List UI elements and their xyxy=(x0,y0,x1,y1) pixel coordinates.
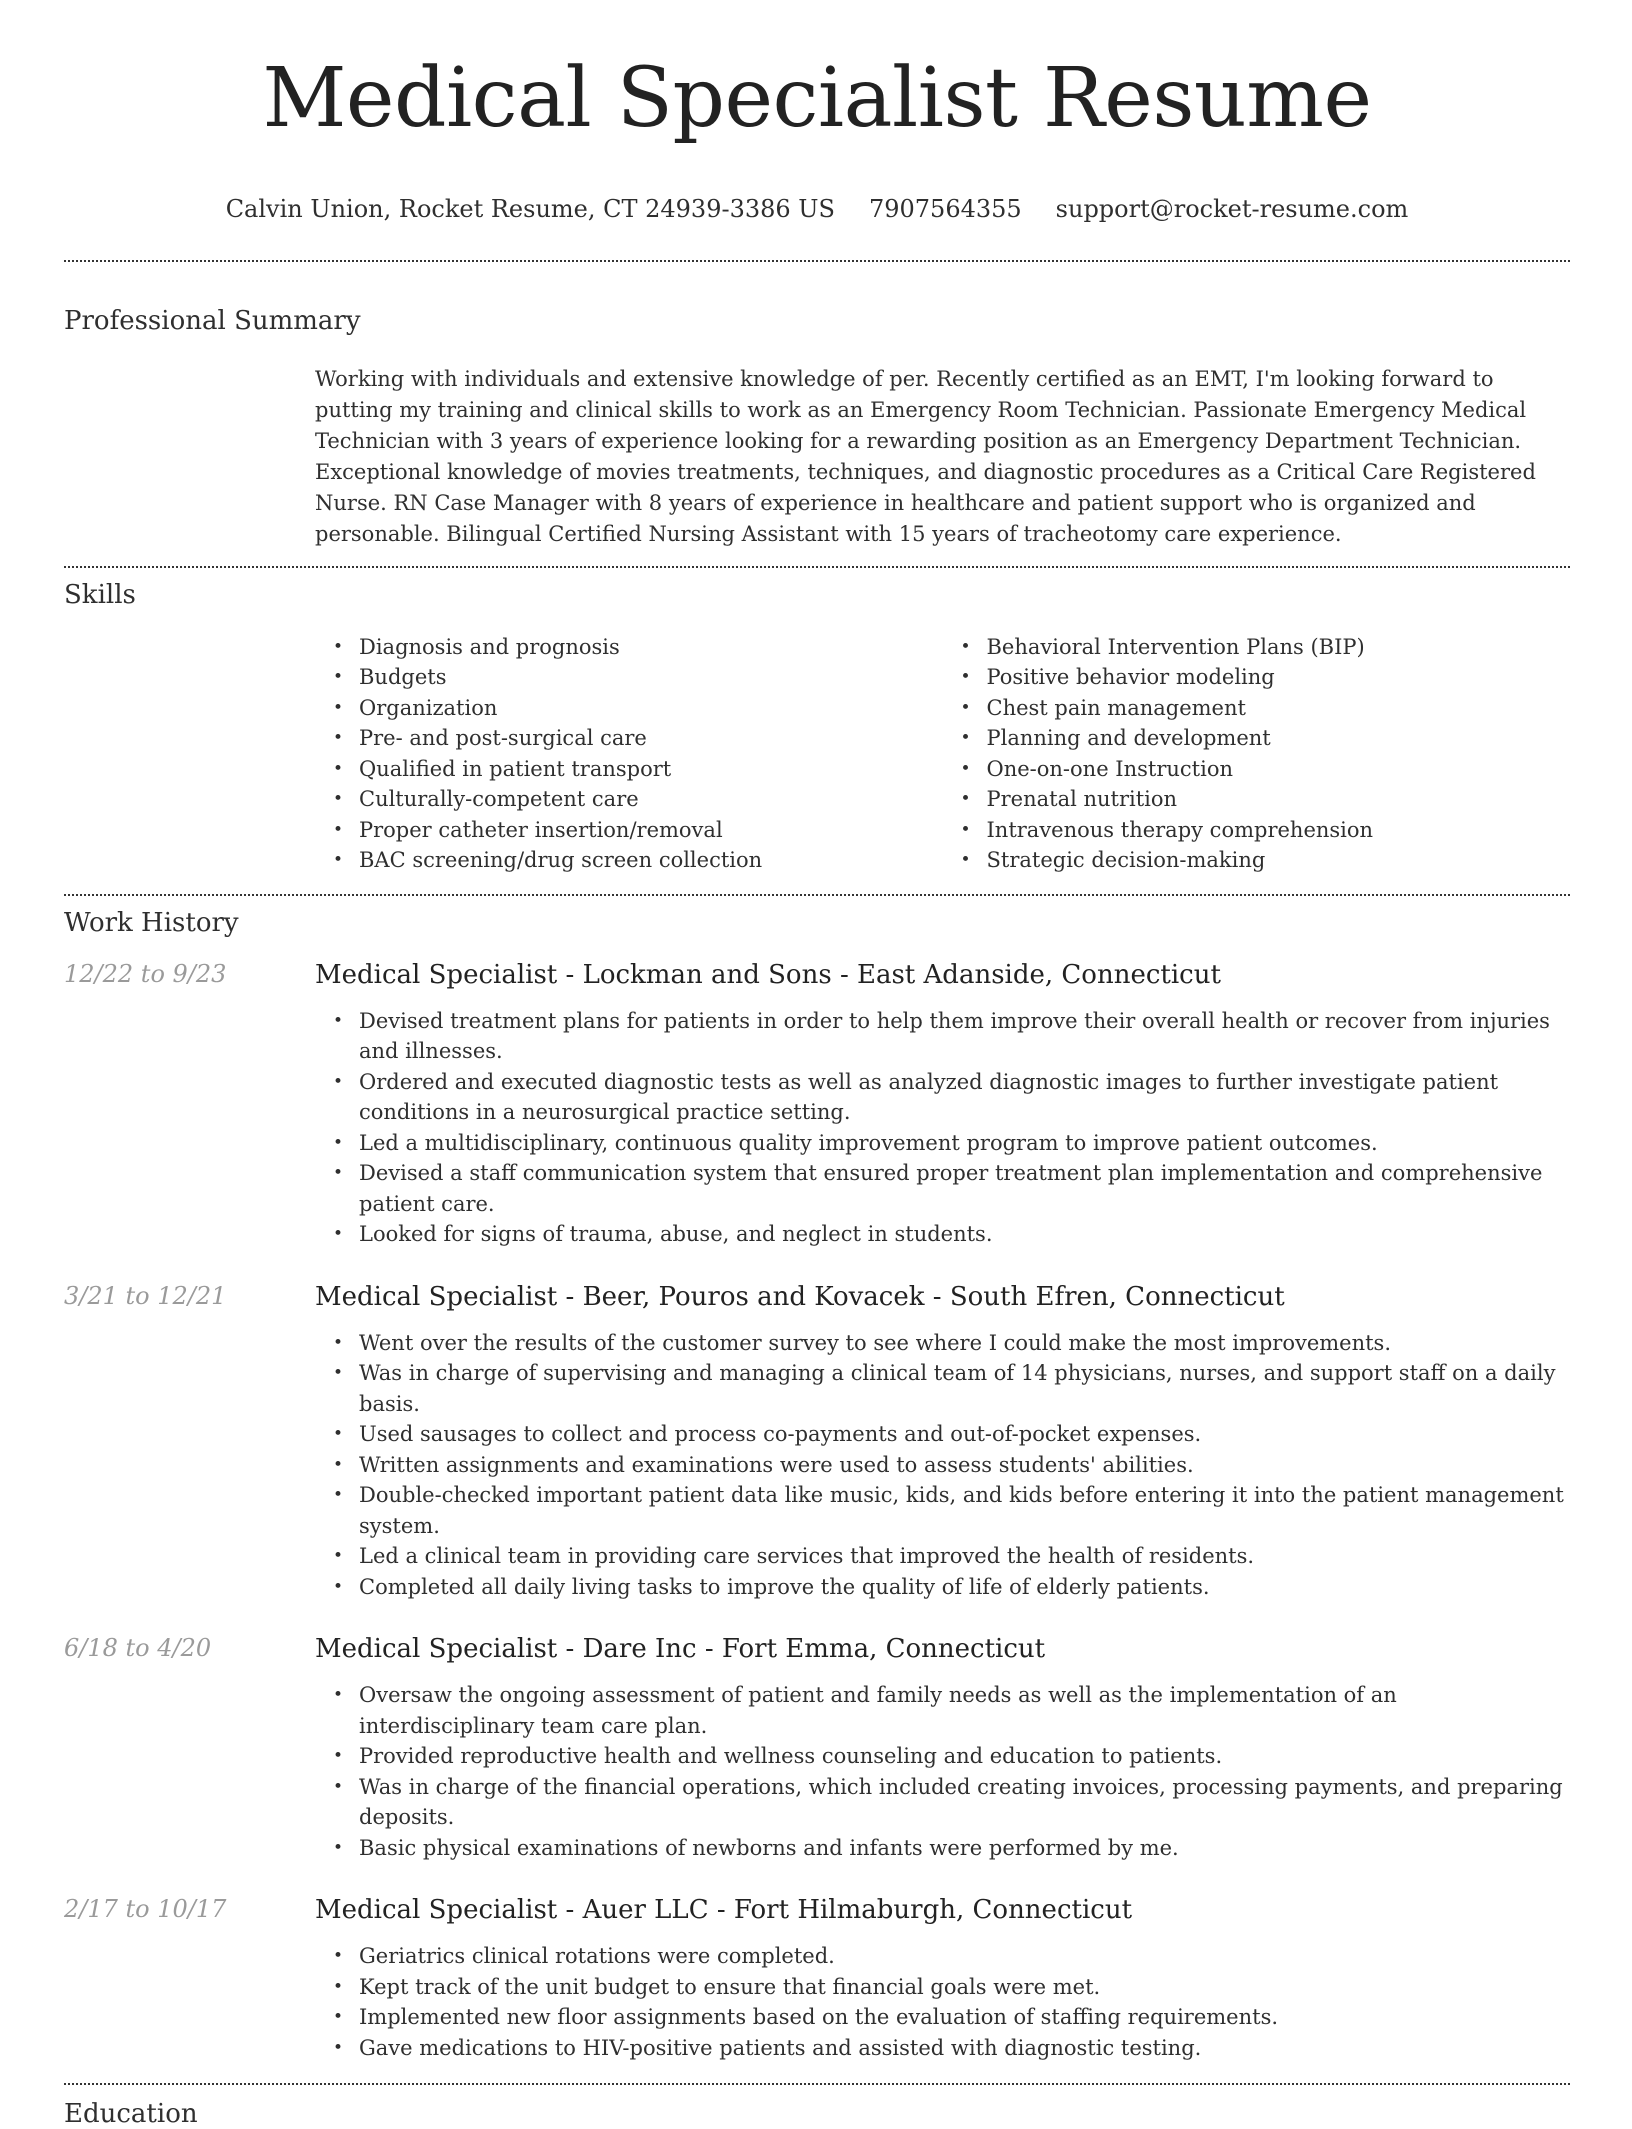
summary-text: Working with individuals and extensive knowledge of per. Recently certified as an EMT, I'm looking forward to putting my training and clinical skills to work as an Emergency Room Technician. Passionate Emergency Medical Technician with 3 years of experience looking for a rewarding position as an Emergency Department Technician. Exceptional knowledge of movies treatments, techniques, and diagnostic procedures as a Critical Care Registered Nurse. RN Case Manager with 8 years of experience in healthcare and patient support who is organized and personable. Bilingual Certified Nursing Assistant with 15 years of tracheotomy care experience. xyxy=(315,366,1536,546)
contact-phone: 7907564355 xyxy=(868,194,1022,223)
resume-page xyxy=(64,0,1570,2129)
skill-item: • Strategic decision-making xyxy=(987,845,1571,876)
job-entry xyxy=(64,1632,1570,1863)
skill-item: • Proper catheter insertion/removal xyxy=(359,815,943,846)
job-body xyxy=(315,1893,1570,2063)
duty-item: • Ordered and executed diagnostic tests as well as analyzed diagnostic images to further investigate patient conditions in a neurosurgical practice setting. xyxy=(359,1067,1570,1128)
skill-item: • One-on-one Instruction xyxy=(987,754,1571,785)
duty-item: • Oversaw the ongoing assessment of patient and family needs as well as the implementation of an interdisciplinary team care plan. xyxy=(359,1680,1570,1741)
job-entry xyxy=(64,1280,1570,1603)
skill-item: • Organization xyxy=(359,693,943,724)
duty-item: • Implemented new floor assignments based on the evaluation of staffing requirements. xyxy=(359,2002,1570,2033)
contact-address: Calvin Union, Rocket Resume, CT 24939-3386 US xyxy=(225,194,835,223)
summary-heading: Professional Summary xyxy=(64,305,361,336)
duty-item: • Gave medications to HIV-positive patients and assisted with diagnostic testing. xyxy=(359,2033,1570,2064)
skills-heading: Skills xyxy=(64,579,136,610)
job-title: Medical Specialist - Dare Inc - Fort Emma, Connecticut xyxy=(315,1634,1046,1665)
job-body xyxy=(315,1632,1570,1863)
job-entry xyxy=(64,958,1570,1250)
skill-item: • Chest pain management xyxy=(987,693,1571,724)
skills-column-right xyxy=(943,632,1571,876)
duty-item: • Devised treatment plans for patients in order to help them improve their overall health or recover from injuries and illnesses. xyxy=(359,1006,1570,1067)
duty-item: • Led a clinical team in providing care services that improved the health of residents. xyxy=(359,1541,1570,1572)
contact-line xyxy=(64,195,1570,223)
job-title: Medical Specialist - Lockman and Sons - East Adanside, Connecticut xyxy=(315,959,1221,990)
job-duties xyxy=(315,1006,1570,1250)
duty-item: • Written assignments and examinations were used to assess students' abilities. xyxy=(359,1450,1570,1481)
duty-item: • Basic physical examinations of newborns and infants were performed by me. xyxy=(359,1833,1570,1864)
duty-item: • Was in charge of supervising and managing a clinical team of 14 physicians, nurses, and support staff on a daily basis. xyxy=(359,1358,1570,1419)
skill-item: • Qualified in patient transport xyxy=(359,754,943,785)
divider xyxy=(64,260,1570,262)
job-dates: 2/17 to 10/17 xyxy=(64,1895,227,1924)
job-dates: 6/18 to 4/20 xyxy=(64,1634,212,1663)
skill-item: • Behavioral Intervention Plans (BIP) xyxy=(987,632,1571,663)
skill-item: • Prenatal nutrition xyxy=(987,784,1571,815)
job-title: Medical Specialist - Beer, Pouros and Kovacek - South Efren, Connecticut xyxy=(315,1281,1285,1312)
skill-item: • Positive behavior modeling xyxy=(987,662,1571,693)
resume-title: Medical Specialist Resume xyxy=(262,51,1372,146)
skills-grid xyxy=(315,632,1570,876)
skill-item: • Culturally-competent care xyxy=(359,784,943,815)
job-body xyxy=(315,958,1570,1250)
contact-email: support@rocket-resume.com xyxy=(1055,194,1409,223)
job-body xyxy=(315,1280,1570,1603)
duty-item: • Completed all daily living tasks to improve the quality of life of elderly patients. xyxy=(359,1572,1570,1603)
duty-item: • Used sausages to collect and process co-payments and out-of-pocket expenses. xyxy=(359,1419,1570,1450)
work-history-heading: Work History xyxy=(64,907,239,938)
duty-item: • Devised a staff communication system that ensured proper treatment plan implementation and comprehensive patient care. xyxy=(359,1158,1570,1219)
skill-item: • BAC screening/drug screen collection xyxy=(359,845,943,876)
skill-item: • Budgets xyxy=(359,662,943,693)
job-duties xyxy=(315,1941,1570,2063)
divider xyxy=(64,2083,1570,2085)
duty-item: • Was in charge of the financial operations, which included creating invoices, processing payments, and preparing deposits. xyxy=(359,1772,1570,1833)
education-heading: Education xyxy=(64,2099,198,2129)
duty-item: • Kept track of the unit budget to ensure that financial goals were met. xyxy=(359,1972,1570,2003)
divider xyxy=(64,894,1570,896)
duty-item: • Double-checked important patient data like music, kids, and kids before entering it into the patient management system. xyxy=(359,1480,1570,1541)
skills-column-left xyxy=(315,632,943,876)
job-dates: 12/22 to 9/23 xyxy=(64,959,227,988)
duty-item: • Provided reproductive health and wellness counseling and education to patients. xyxy=(359,1741,1570,1772)
skill-item: • Intravenous therapy comprehension xyxy=(987,815,1571,846)
duty-item: • Went over the results of the customer survey to see where I could make the most improvements. xyxy=(359,1328,1570,1359)
job-duties xyxy=(315,1680,1570,1863)
skill-item: • Pre- and post-surgical care xyxy=(359,723,943,754)
skill-item: • Planning and development xyxy=(987,723,1571,754)
duty-item: • Led a multidisciplinary, continuous quality improvement program to improve patient outcomes. xyxy=(359,1128,1570,1159)
duty-item: • Geriatrics clinical rotations were completed. xyxy=(359,1941,1570,1972)
skill-item: • Diagnosis and prognosis xyxy=(359,632,943,663)
job-duties xyxy=(315,1328,1570,1603)
job-entry xyxy=(64,1893,1570,2063)
divider xyxy=(64,566,1570,568)
duty-item: • Looked for signs of trauma, abuse, and neglect in students. xyxy=(359,1219,1570,1250)
job-dates: 3/21 to 12/21 xyxy=(64,1281,227,1310)
job-title: Medical Specialist - Auer LLC - Fort Hilmaburgh, Connecticut xyxy=(315,1895,1133,1926)
